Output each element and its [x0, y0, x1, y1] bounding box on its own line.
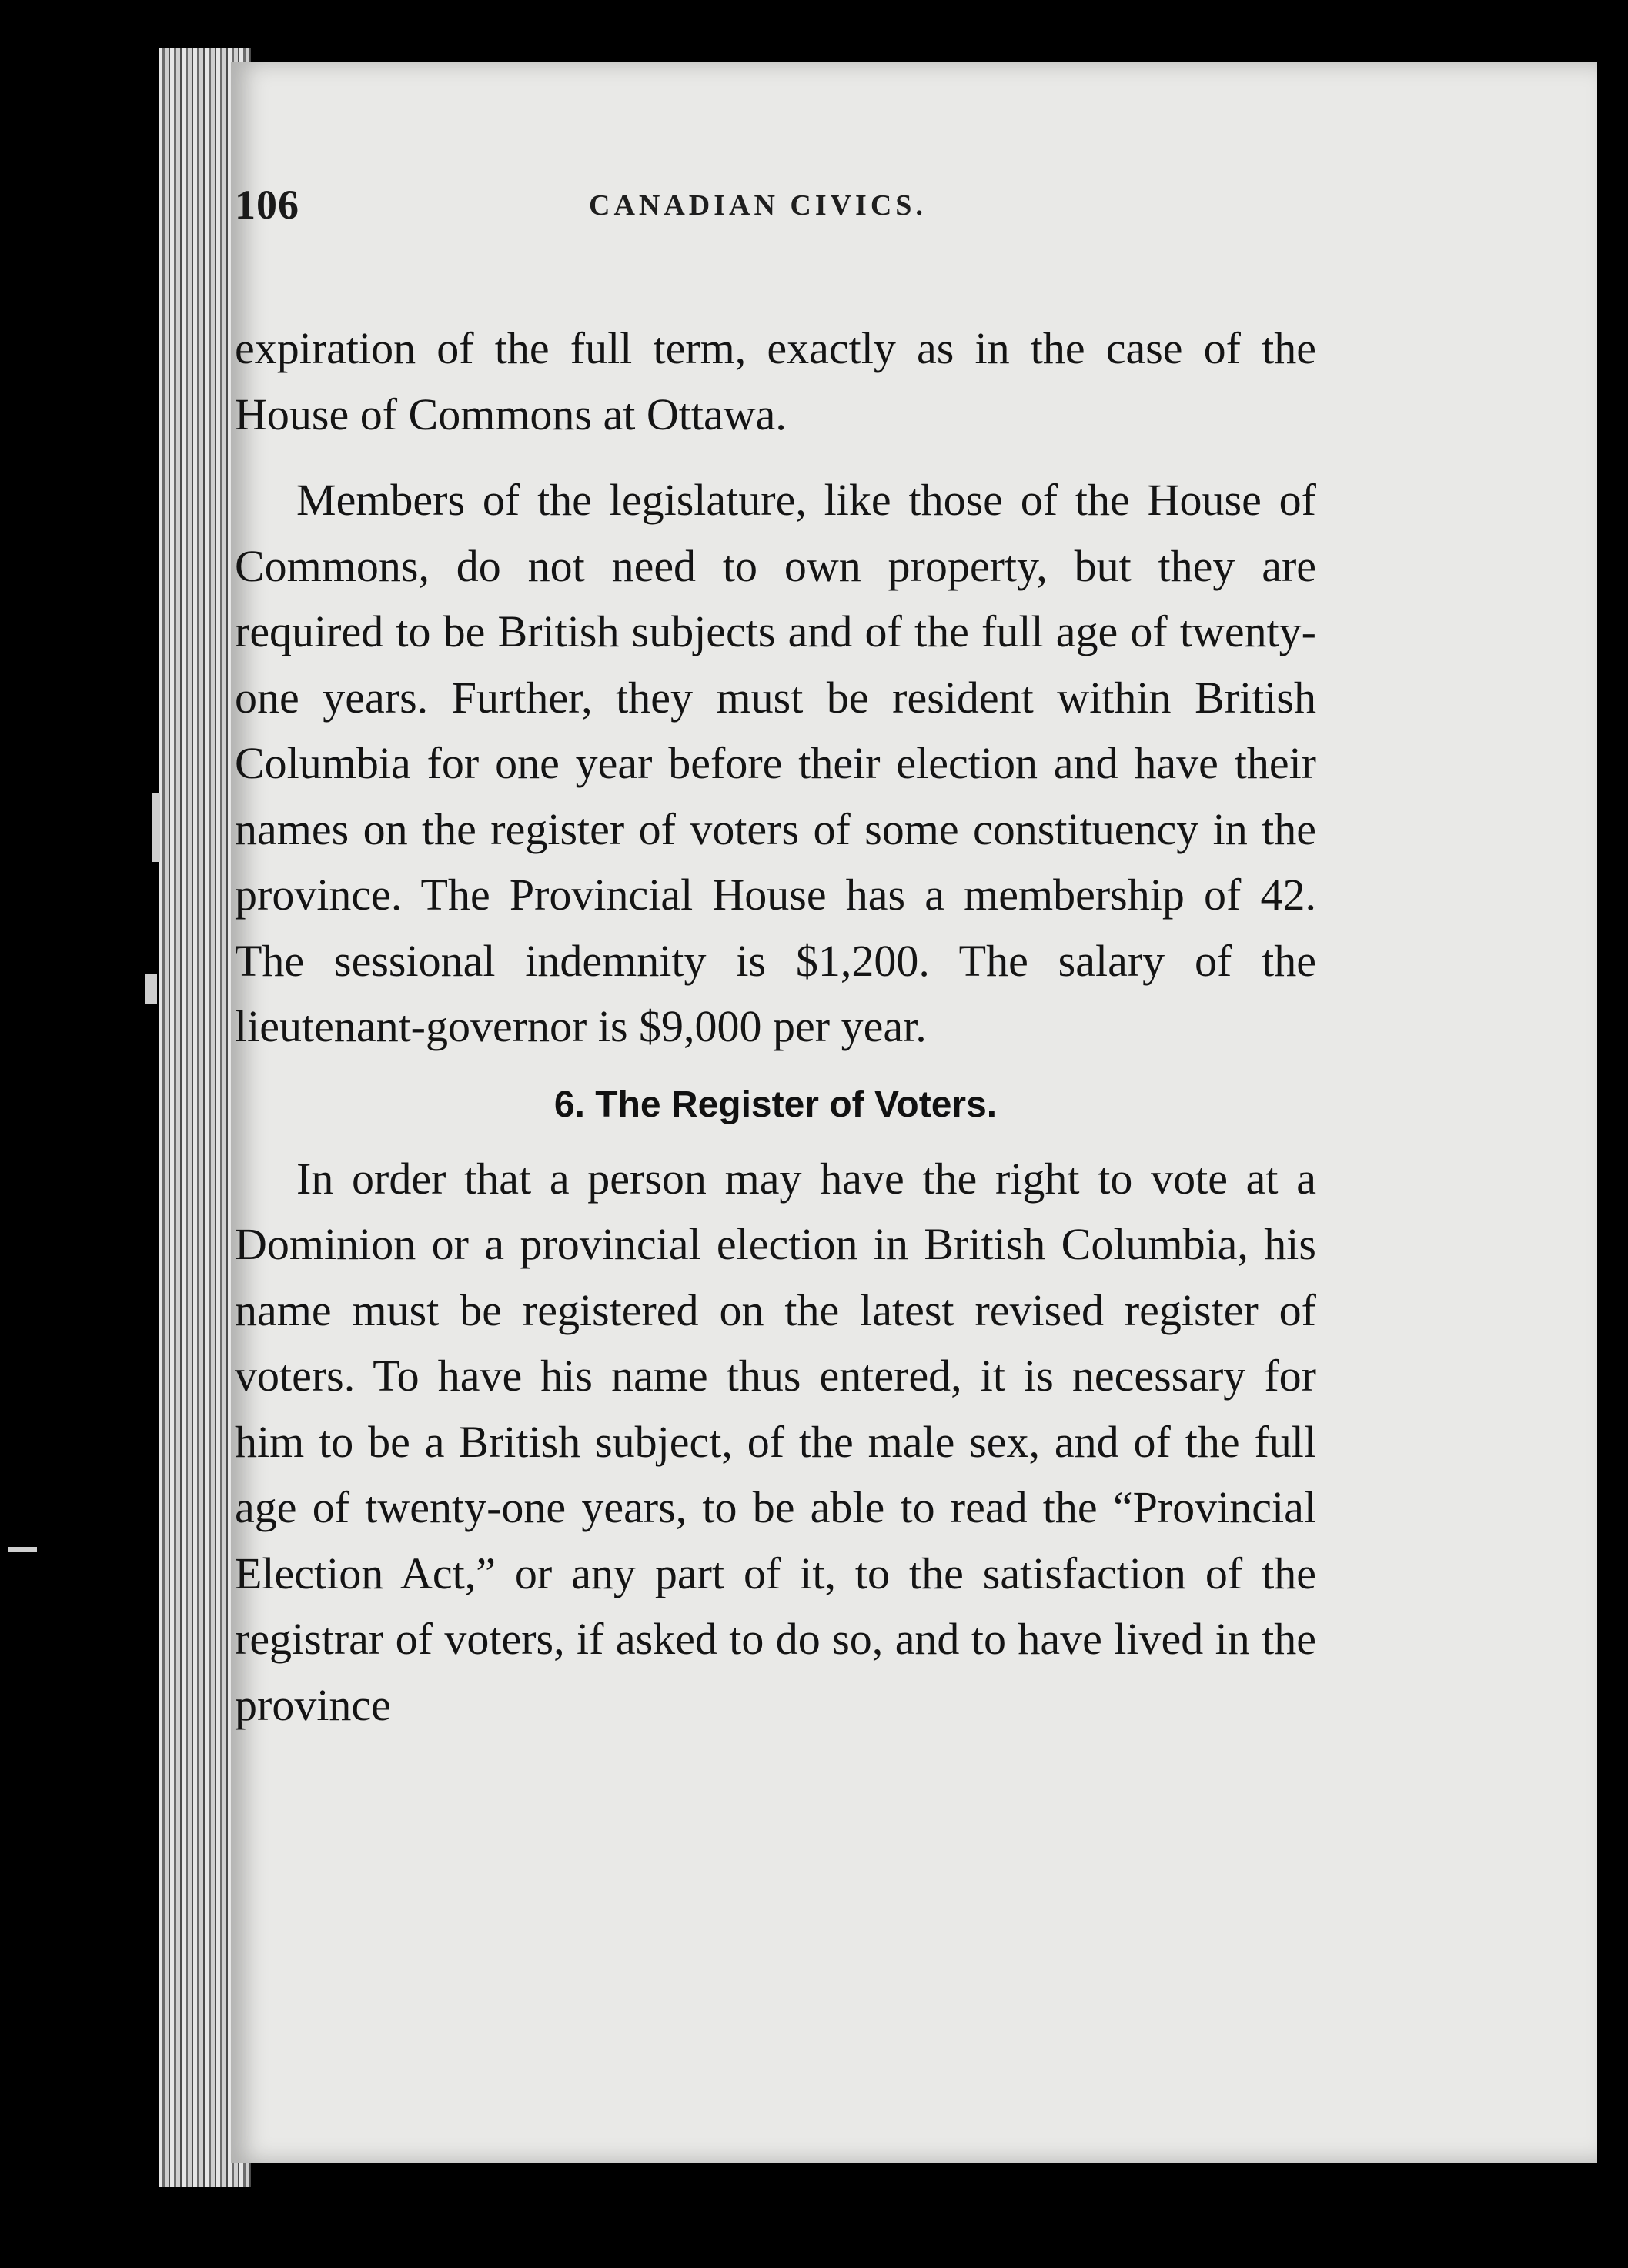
paragraph-continuation: expiration of the full term, exactly as in the case of the House of Commons at Ottawa. — [235, 323, 1316, 439]
margin-speck — [8, 1547, 37, 1552]
margin-speck — [145, 974, 157, 1004]
section-heading: 6. The Register of Voters. — [553, 1084, 998, 1125]
paragraph-members: Members of the legislature, like those of the House of Commons, do not need to own property, but they are required to be British subjects and of the full age of twenty-one years. Further, they must be resident within British Columbia for one year before their election and have their names on the register of voters of some constituency in the province. The Provincial House has a membership of 42. The sessional indemnity is $1,200. The salary of the lieutenant-governor is $9,000 per year. — [235, 475, 1316, 1051]
page-header — [235, 181, 1312, 258]
body-text — [235, 316, 1316, 1738]
running-head: CANADIAN CIVICS. — [589, 189, 927, 222]
page-number: 106 — [235, 182, 299, 228]
margin-speck — [152, 793, 160, 862]
paragraph-register-of-voters: In order that a person may have the right to vote at a Dominion or a provincial election in British Columbia, his name must be registered on the latest revised register of voters. To have his name thus entered, it is necessary for him to be a British subject, of the male sex, and of the full age of twenty-one years, to be able to read the “Provincial Election Act,” or any part of it, to the satisfaction of the registrar of voters, if asked to do so, and to have lived in the province — [235, 1153, 1316, 1730]
